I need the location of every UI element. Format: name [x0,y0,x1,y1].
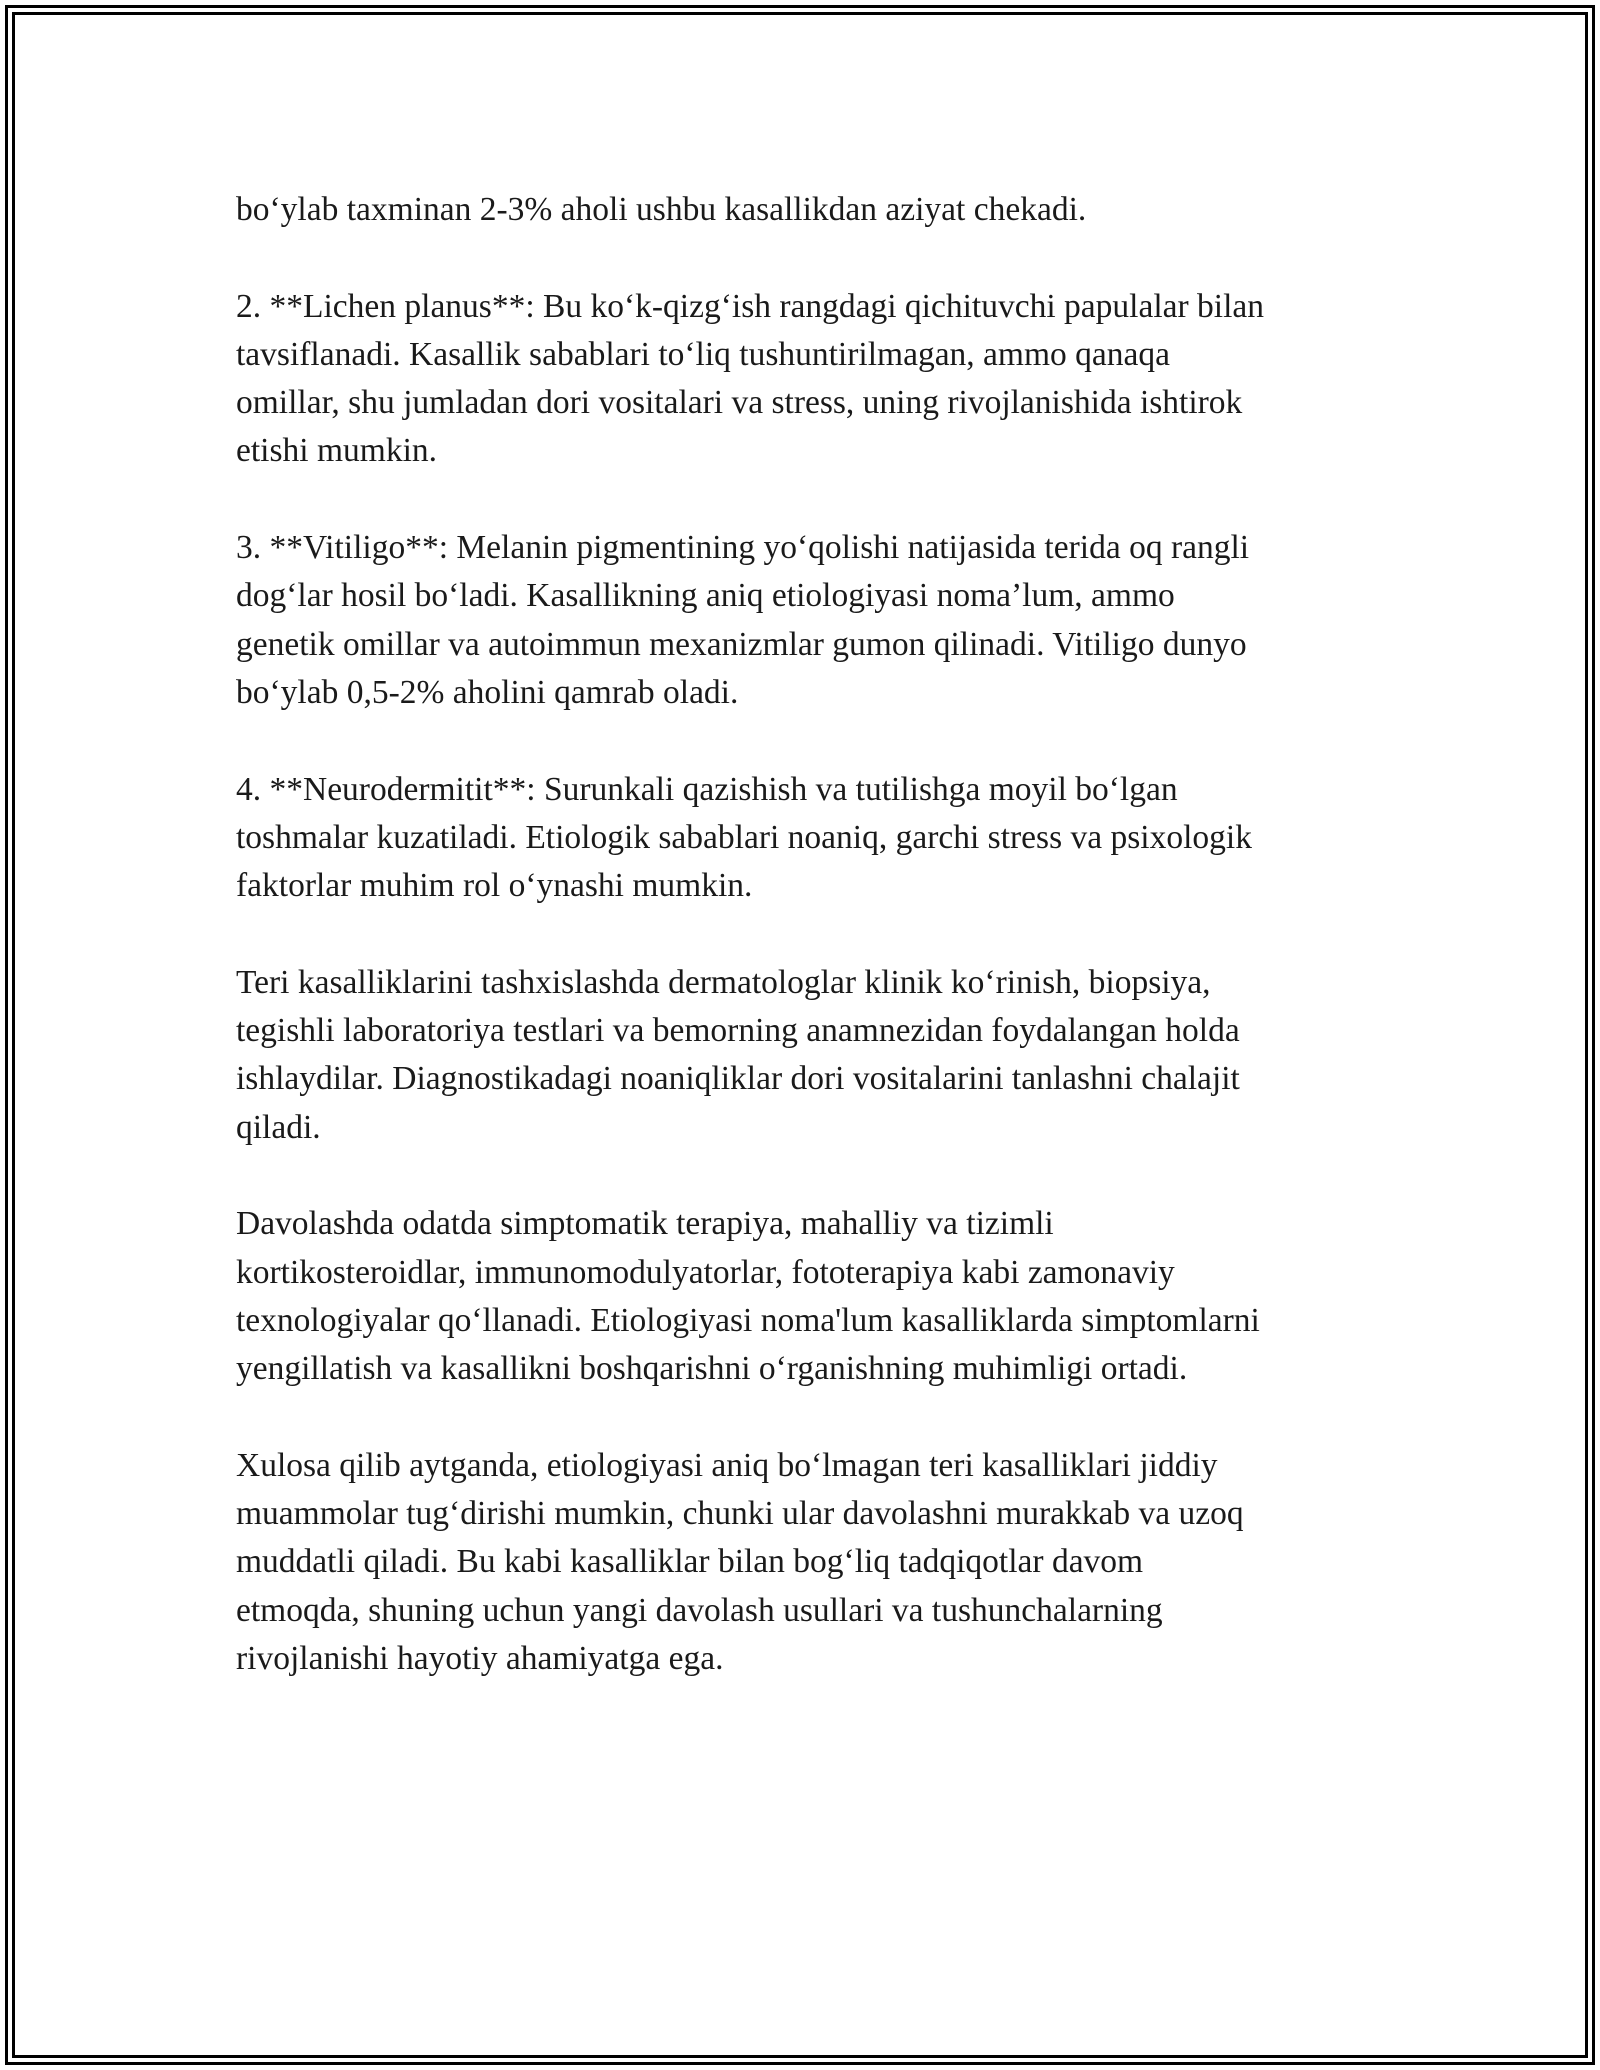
paragraph-prevalence-intro: bo‘ylab taxminan 2-3% aholi ushbu kasallikdan aziyat chekadi. [236,191,1087,228]
paragraph-diagnosis: Teri kasalliklarini tashxislashda dermatologlar klinik ko‘rinish, biopsiya, tegishli laboratoriya testlari va bemorning anamnezidan foydalangan holda ishlaydilar. Diagnostikadagi noaniqliklar dori vositalarini tanlashni chalajit qiladi. [236,963,1240,1146]
paragraph-vitiligo: 3. **Vitiligo**: Melanin pigmentining yo‘qolishi natijasida terida oq rangli dog‘lar hosil bo‘ladi. Kasallikning aniq etiologiyasi noma’lum, ammo genetik omillar va autoimmun mexanizmlar gumon qilinadi. Vitiligo dunyo bo‘ylab 0,5-2% aholini qamrab oladi. [236,529,1250,711]
document-body [236,186,1371,1732]
paragraph-conclusion: Xulosa qilib aytganda, etiologiyasi aniq bo‘lmagan teri kasalliklari jiddiy muammolar tug‘dirishi mumkin, chunki ular davolashni murakkab va uzoq muddatli qiladi. Bu kabi kasalliklar bilan bog‘liq tadqiqotlar davom etmoqda, shuning uchun yangi davolash usullari va tushunchalarning rivojlanishi hayotiy ahamiyatga ega. [236,1446,1244,1677]
paragraph-treatment: Davolashda odatda simptomatik terapiya, mahalliy va tizimli kortikosteroidlar, immunomodulyatorlar, fototerapiya kabi zamonaviy texnologiyalar qo‘llanadi. Etiologiyasi noma'lum kasalliklarda simptomlarni yengillatish va kasallikni boshqarishni o‘rganishning muhimligi ortadi. [236,1205,1260,1388]
paragraph-lichen-planus: 2. **Lichen planus**: Bu ko‘k-qizg‘ish rangdagi qichituvchi papulalar bilan tavsiflanadi. Kasallik sabablari to‘liq tushuntirilmagan, ammo qanaqa omillar, shu jumladan dori vositalari va stress, uning rivojlanishida ishtirok etishi mumkin. [236,287,1265,470]
paragraph-neurodermitit: 4. **Neurodermitit**: Surunkali qazishish va tutilishga moyil bo‘lgan toshmalar kuzatiladi. Etiologik sabablari noaniq, garchi stress va psixologik faktorlar muhim rol o‘ynashi mumkin. [236,770,1252,905]
